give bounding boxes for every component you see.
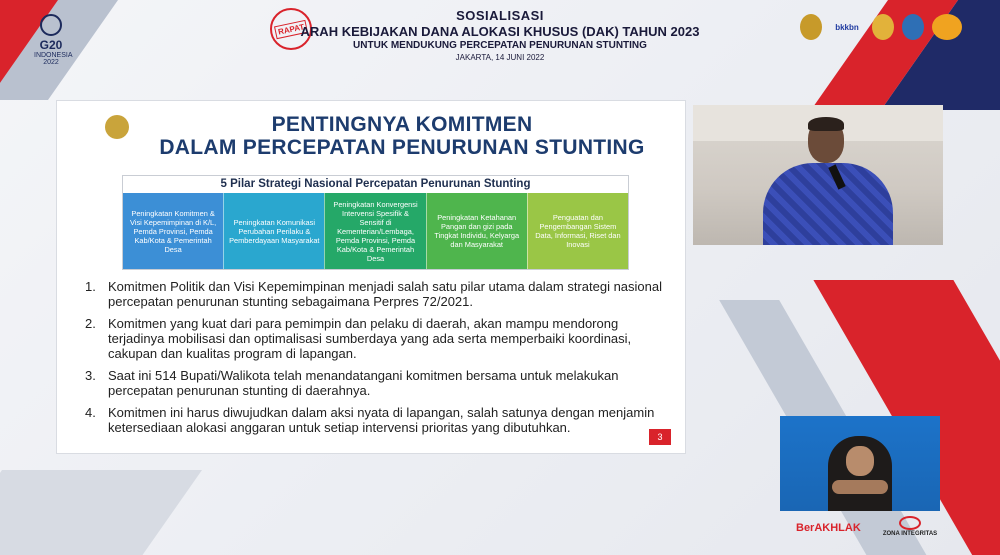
speaker-video <box>693 105 943 245</box>
slide-title-line1: PENTINGNYA KOMITMEN <box>271 113 533 136</box>
zona-label: ZONA INTEGRITAS <box>882 531 938 537</box>
stamp-text: RAPAT <box>274 19 308 38</box>
kemenkeu-logo-icon <box>902 14 924 40</box>
zona-integritas-logo <box>880 516 940 537</box>
garuda-icon <box>105 115 129 139</box>
berakhlak-logo <box>796 522 861 534</box>
slide-title-line2: DALAM PERCEPATAN PENURUNAN STUNTING <box>159 136 645 159</box>
slide-page-number: 3 <box>649 429 671 445</box>
point-number: 3. <box>85 368 96 383</box>
g20-sub: INDONESIA 2022 <box>34 52 73 66</box>
list-item <box>85 279 665 309</box>
list-item <box>85 405 665 435</box>
commitment-points <box>85 279 665 442</box>
speaker-body <box>763 163 893 245</box>
point-number: 4. <box>85 405 96 420</box>
pillar-4: Peningkatan Ketahanan Pangan dan gizi pada Tingkat Individu, Kelyarga dan Masyarakat <box>426 193 527 269</box>
header-line4: JAKARTA, 14 JUNI 2022 <box>455 53 545 62</box>
pillars-diagram <box>122 175 629 270</box>
partner-logos <box>800 14 962 40</box>
garuda-emblem-icon <box>800 14 822 40</box>
kemendagri-logo-icon <box>872 14 894 40</box>
list-item <box>85 316 665 361</box>
pillar-2: Peningkatan Komunikasi Perubahan Perilaku & Pemberdayaan Masyarakat <box>223 193 324 269</box>
header-line2: ARAH KEBIJAKAN DANA ALOKASI KHUSUS (DAK) TAHUN 2023 <box>300 24 700 39</box>
point-text: Komitmen Politik dan Visi Kepemimpinan menjadi salah satu pilar utama dalam strategi nasional percepatan penurunan stunting sebagaimana Perpres 72/2021. <box>108 279 662 309</box>
pillars-title: 5 Pilar Strategi Nasional Percepatan Penurunan Stunting <box>123 176 628 193</box>
g20-emblem-icon <box>40 14 62 36</box>
list-item <box>85 368 665 398</box>
bappenas-logo-icon <box>932 14 962 40</box>
point-text: Komitmen ini harus diwujudkan dalam aksi nyata di lapangan, salah satunya dengan menjamin ketersediaan alokasi anggaran untuk setiap intervensi prioritas yang dibutuhkan. <box>108 405 655 435</box>
berakhlak-label: BerAKHLAK <box>796 522 861 534</box>
zona-logo-icon <box>899 516 921 530</box>
sign-language-interpreter-video <box>780 416 940 511</box>
presentation-slide <box>57 101 685 453</box>
g20-logo <box>34 14 73 66</box>
decor-stripe-light <box>0 470 202 555</box>
point-text: Komitmen yang kuat dari para pemimpin dan pelaku di daerah, akan mampu mendorong terjadinya mobilisasi dan optimalisasi sumberdaya yang ada serta memperbaiki koordinasi, cakupan dan kualitas program di lapangan. <box>108 316 632 361</box>
bkkbn-logo: bkkbn <box>835 22 859 32</box>
g20-label: G20 <box>39 38 63 52</box>
pillar-1: Peningkatan Komitmen & Visi Kepemimpinan di K/L, Pemda Provinsi, Pemda Kab/Kota & Pemerintah Desa <box>123 193 223 269</box>
pillar-5: Penguatan dan Pengembangan Sistem Data, Informasi, Riset dan Inovasi <box>527 193 628 269</box>
header-line3: UNTUK MENDUKUNG PERCEPATAN PENURUNAN STUNTING <box>353 40 647 51</box>
slide-title <box>137 113 667 159</box>
point-text: Saat ini 514 Bupati/Walikota telah menandatangani komitmen bersama untuk melakukan percepatan penurunan stunting di daerahnya. <box>108 368 619 398</box>
point-number: 2. <box>85 316 96 331</box>
event-header <box>300 8 700 62</box>
header-line1: SOSIALISASI <box>456 8 544 23</box>
pillar-3: Peningkatan Konvergensi Intervensi Spesifik & Sensitif di Kementerian/Lembaga, Pemda Provinsi, Pemda Kab/Kota & Pemerintah Desa <box>324 193 425 269</box>
point-number: 1. <box>85 279 96 294</box>
